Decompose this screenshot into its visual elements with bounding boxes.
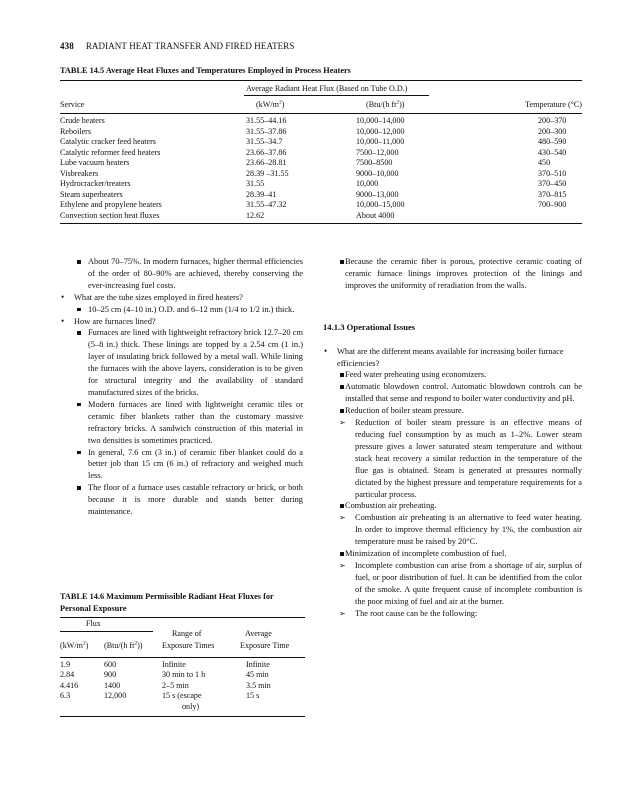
cell-kw: 23.66–37.86 xyxy=(246,147,287,157)
cell-avg: 15 s xyxy=(246,691,260,701)
table-rule xyxy=(60,631,153,632)
cell-service: Catalytic cracker feed heaters xyxy=(60,137,156,146)
table-14-6-caption: TABLE 14.6 Maximum Permissible Radiant Heat Fluxes for Personal Exposure xyxy=(60,592,274,613)
table-row xyxy=(60,169,582,180)
cell-kw: 31.55–34.7 xyxy=(246,137,283,146)
cell-kw: 31.55–47.32 xyxy=(246,200,287,209)
table-row xyxy=(60,670,305,680)
cell-kw: 31.55–37.86 xyxy=(246,126,287,136)
cell-service: Lube vacuum heaters xyxy=(60,158,130,167)
cell-btu: 10,000–15,000 xyxy=(356,200,405,209)
list-item: Minimization of incomplete combustion of fuel. xyxy=(323,548,582,560)
table-14-6-headers xyxy=(60,619,305,657)
cell-service: Reboilers xyxy=(60,126,92,136)
cell-temp: 370–450 xyxy=(538,179,567,188)
cell-kw: 12.62 xyxy=(246,210,265,220)
range-continuation: only) xyxy=(182,701,200,711)
cell-service: Ethylene and propylene heaters xyxy=(60,200,162,209)
sub-item: ➢ The root cause can be the following: xyxy=(323,608,582,620)
table-row xyxy=(60,116,582,127)
list-item: Feed water preheating using economizers. xyxy=(323,369,582,381)
cell-btu: 1400 xyxy=(104,680,121,690)
table-rule xyxy=(60,657,305,658)
cell-kw: 4.416 xyxy=(60,680,79,690)
cell-service: Catalytic reformer feed heaters xyxy=(60,147,161,157)
cell-btu: 9000–10,000 xyxy=(356,168,399,178)
cell-kw: 6.3 xyxy=(60,691,71,701)
running-header xyxy=(60,41,294,51)
cell-range: Infinite xyxy=(162,660,186,669)
cell-range: 15 s (escape xyxy=(162,691,202,701)
table-14-5-caption: TABLE 14.5 Average Heat Fluxes and Temperatures Employed in Process Heaters xyxy=(60,66,351,75)
table-row xyxy=(60,211,582,222)
table-row xyxy=(60,200,582,211)
cell-btu: 7500–12,000 xyxy=(356,147,399,157)
col-range-line2: Exposure Times xyxy=(162,641,215,650)
table-14-5-group-header: Average Radiant Heat Flux (Based on Tube O.D.) xyxy=(246,84,408,93)
right-column xyxy=(323,256,582,619)
cell-btu: 10,000–12,000 xyxy=(356,126,405,136)
left-column xyxy=(60,256,303,518)
cell-btu: 10,000 xyxy=(356,179,379,188)
col-average-line2: Exposure Time xyxy=(240,641,290,650)
cell-avg: 3.5 min xyxy=(246,680,271,690)
cell-btu: 900 xyxy=(104,670,117,680)
table-row xyxy=(60,137,582,148)
cell-kw: 31.55–44.16 xyxy=(246,116,287,125)
section-heading: 14.1.3 Operational Issues xyxy=(323,321,416,332)
cell-btu: 10,000–11,000 xyxy=(356,137,405,146)
list-item: 10–25 cm (4–10 in.) O.D. and 6–12 mm (1/4 to 1/2 in.) thick. xyxy=(60,304,303,316)
cell-btu: 10,000–14,000 xyxy=(356,116,405,125)
table-row xyxy=(60,660,305,670)
col-btu: (Btu/(h $ft^2$)) xyxy=(104,640,143,650)
table-rule xyxy=(60,80,582,81)
cell-range: 30 min to 1 h xyxy=(162,670,206,680)
col-range-line1: Range of xyxy=(172,629,202,638)
list-item: Automatic blowdown control. Automatic blowdown controls can be installed that sense and respond to boiler water conductivity and pH. xyxy=(323,381,582,405)
cell-kw: 31.55 xyxy=(246,179,265,188)
list-item: In general, 7.6 cm (3 in.) of ceramic fiber blanket could do a better job than 15 cm (6 in.) of refractory and weighed much less. xyxy=(60,447,303,483)
cell-service: Crude heaters xyxy=(60,116,105,125)
table-rule xyxy=(60,223,582,224)
col-kw: $(kW/m^2)$ xyxy=(256,99,285,109)
sub-item: ➢ Incomplete combustion can arise from a shortage of air, surplus of fuel, or poor distribution of fuel. It can be identified from the color of the smoke. A quite frequent cause of incomplete combustion is the poor mixing of fuel and air at the burner. xyxy=(323,560,582,608)
cell-service: Steam superheaters xyxy=(60,189,123,199)
table-rule xyxy=(60,113,582,114)
table-row xyxy=(60,691,305,701)
sub-item: ➢ Combustion air preheating is an alternative to feed water heating. In order to improve thermal efficiency by 1%, the combustion air temperature must be raised by 20°C. xyxy=(323,512,582,548)
col-flux: Flux xyxy=(86,619,101,628)
cell-temp: 370–510 xyxy=(538,168,567,178)
cell-btu: 12,000 xyxy=(104,691,127,701)
list-item: Reduction of boiler steam pressure. xyxy=(323,405,582,417)
table-rule xyxy=(244,95,429,96)
col-average-line1: Average xyxy=(245,629,272,638)
list-item: About 70–75%. In modern furnaces, higher thermal efficiencies of the order of 80–90% are achieved, thereby conserving the ever-increasing fuel costs. xyxy=(60,256,303,292)
cell-btu: 9000–13,000 xyxy=(356,189,399,199)
col-kw: $(kW/m^2)$ xyxy=(60,640,89,650)
list-item: The floor of a furnace uses castable refractory or brick, or both because it is more durable and stands better during maintenance. xyxy=(60,482,303,518)
cell-service: Visbreakers xyxy=(60,168,99,178)
list-item: Because the ceramic fiber is porous, protective ceramic coating of ceramic furnace linings improves protection of the linings and improves the uniformity of reradiation from the walls. xyxy=(323,256,582,292)
cell-kw: 28.39 –31.55 xyxy=(246,168,289,178)
table-rule xyxy=(60,617,305,618)
cell-kw: 23.66–28.81 xyxy=(246,158,287,167)
table-row xyxy=(60,179,582,190)
cell-temp: 480–590 xyxy=(538,137,567,146)
col-temperature: Temperature (°C) xyxy=(525,100,582,109)
page-number: 438 xyxy=(60,41,74,51)
col-service: Service xyxy=(60,100,85,109)
cell-btu: 600 xyxy=(104,660,117,669)
cell-temp: 200–370 xyxy=(538,116,567,125)
cell-btu: 7500–8500 xyxy=(356,158,393,167)
cell-temp: 200–300 xyxy=(538,126,567,136)
question: • How are furnaces lined? xyxy=(60,316,303,328)
table-row xyxy=(60,190,582,201)
cell-btu: About 4000 xyxy=(356,210,395,220)
cell-service: Convection section heat fluxes xyxy=(60,210,160,220)
cell-temp: 450 xyxy=(538,158,551,167)
cell-temp: 700–900 xyxy=(538,200,567,209)
table-row xyxy=(60,148,582,159)
cell-kw: 2.84 xyxy=(60,670,75,680)
running-title: RADIANT HEAT TRANSFER AND FIRED HEATERS xyxy=(85,41,295,51)
cell-service: Hydrocracker/treaters xyxy=(60,179,131,188)
cell-range: 2–5 min xyxy=(162,680,189,690)
cell-temp: 430–540 xyxy=(538,147,567,157)
table-row xyxy=(60,158,582,169)
cell-kw: 1.9 xyxy=(60,660,71,669)
col-btu: (Btu/(h $ft^2$)) xyxy=(366,99,405,109)
cell-temp xyxy=(504,211,582,222)
cell-temp: 370–815 xyxy=(538,189,567,199)
cell-kw: 28.39–41 xyxy=(246,189,277,199)
list-item: Furnaces are lined with lightweight refractory brick 12.7–20 cm (5–8 in.) thick. These linings are topped by a 2.54 cm (1 in.) layer of insulating brick followed by a metal wall. While lining the furnaces with the above layers, consideration is to be given for structural integrity and the availability of standard manufactured sizes of the bricks. xyxy=(60,327,303,398)
table-14-6 xyxy=(60,660,305,712)
cell-avg: 45 min xyxy=(246,670,269,680)
table-rule xyxy=(60,716,305,717)
sub-item: ➢ Reduction of boiler steam pressure is an effective means of reducing fuel consumption by as much as 1–2%. Lower steam pressure gives a lower saturated steam temperature and without stack heat recovery a similar reduction in the temperature of the flue gas is obtained. Steam is generated at pressures normally dictated by the highest pressure and temperature requirements for a particular process. xyxy=(323,417,582,500)
list-item: Combustion air preheating. xyxy=(323,500,582,512)
cell-avg: Infinite xyxy=(246,660,270,669)
table-row xyxy=(60,127,582,138)
list-item: Modern furnaces are lined with lightweight ceramic tiles or ceramic fiber blankets rather than the customary massive refractory bricks. A sandwich construction of this material in two densities is sometimes practiced. xyxy=(60,399,303,447)
question: • What are the tube sizes employed in fired heaters? xyxy=(60,292,303,304)
table-14-5-column-headers xyxy=(60,100,582,111)
table-row xyxy=(60,681,305,691)
table-14-5 xyxy=(60,116,582,221)
question: • What are the different means available for increasing boiler furnace efficiencies? xyxy=(323,346,582,370)
